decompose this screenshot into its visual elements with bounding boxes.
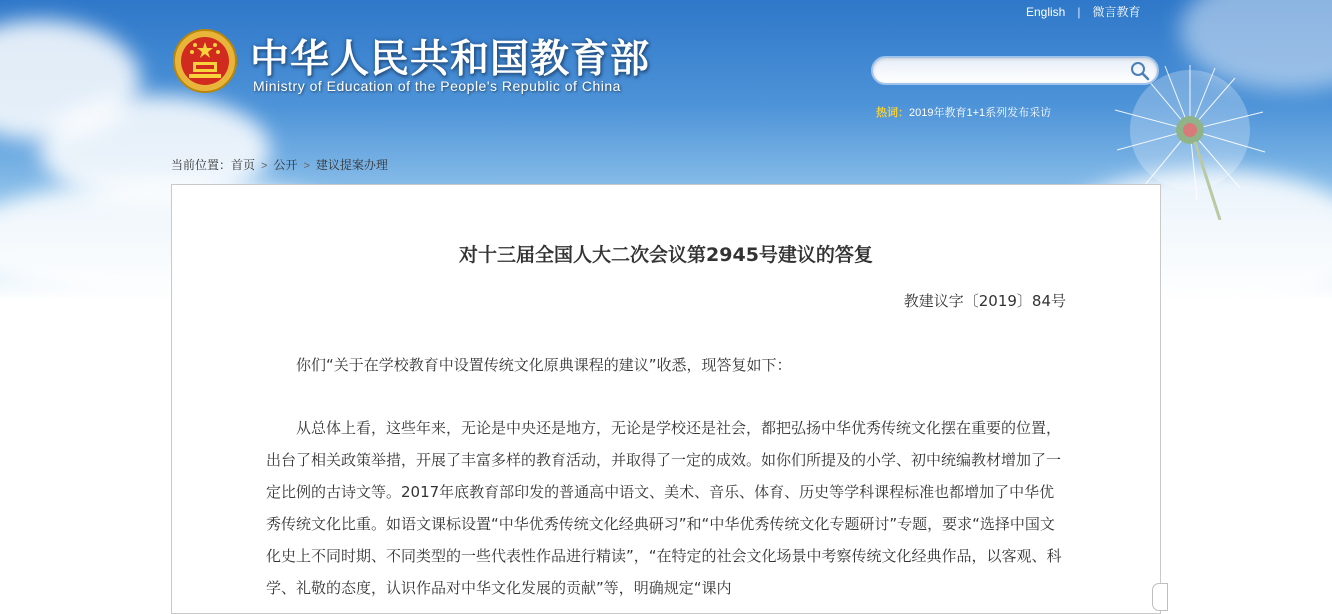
site-subtitle: Ministry of Education of the People's Republic of China: [253, 78, 621, 94]
national-emblem-icon[interactable]: [172, 28, 238, 94]
hot-words: [876, 104, 1051, 120]
hot-words-label: 热词：: [876, 107, 909, 119]
document-number: 教建议字〔2019〕84号: [903, 292, 1066, 310]
article-paragraph: 你们“关于在学校教育中设置传统文化原典课程的建议”收悉，现答复如下：: [296, 356, 792, 374]
side-scroll-button[interactable]: [1152, 583, 1168, 611]
search-box: [871, 56, 1159, 85]
top-navigation: [1026, 3, 1141, 20]
site-title: 中华人民共和国教育部: [250, 37, 651, 82]
search-input[interactable]: [885, 62, 1129, 82]
chevron-right-icon: >: [303, 160, 310, 172]
breadcrumb-item-home[interactable]: 首页: [231, 158, 256, 172]
breadcrumb-item-public[interactable]: 公开: [273, 158, 298, 172]
breadcrumb-prefix: 当前位置：: [171, 158, 232, 172]
hot-word-link[interactable]: 2019年教育1+1系列发布采访: [909, 107, 1052, 119]
article-container: [171, 184, 1161, 614]
weixin-link[interactable]: 微言教育: [1092, 5, 1141, 19]
breadcrumb: [171, 156, 388, 173]
english-link[interactable]: English: [1026, 5, 1066, 19]
nav-separator: |: [1077, 5, 1081, 19]
chevron-right-icon: >: [261, 160, 268, 172]
article-title: 对十三届全国人大二次会议第2945号建议的答复: [459, 244, 873, 266]
search-icon[interactable]: [1129, 60, 1151, 82]
breadcrumb-item-proposals[interactable]: 建议提案办理: [315, 158, 388, 172]
article-paragraph: 从总体上看，这些年来，无论是中央还是地方，无论是学校还是社会，都把弘扬中华优秀传统文化摆在重要的位置，出台了相关政策举措，开展了丰富多样的教育活动，并取得了一定的成效。如你们所提及的小学、初中统编教材增加了一定比例的古诗文等。2017年底教育部印发的普通高中语文、美术、音乐、体育、历史等学科课程标准也都增加了中华优秀传统文化比重。如语文课标设置“中华优秀传统文化经典研习”和“中华优秀传统文化专题研讨”专题，要求“选择中国文化史上不同时期、不同类型的一些代表性作品进行精读”，“在特定的社会文化场景中考察传统文化经典作品，以客观、科学、礼敬的态度，认识作品对中华文化发展的贡献”等，明确规定“课内: [266, 419, 1062, 597]
